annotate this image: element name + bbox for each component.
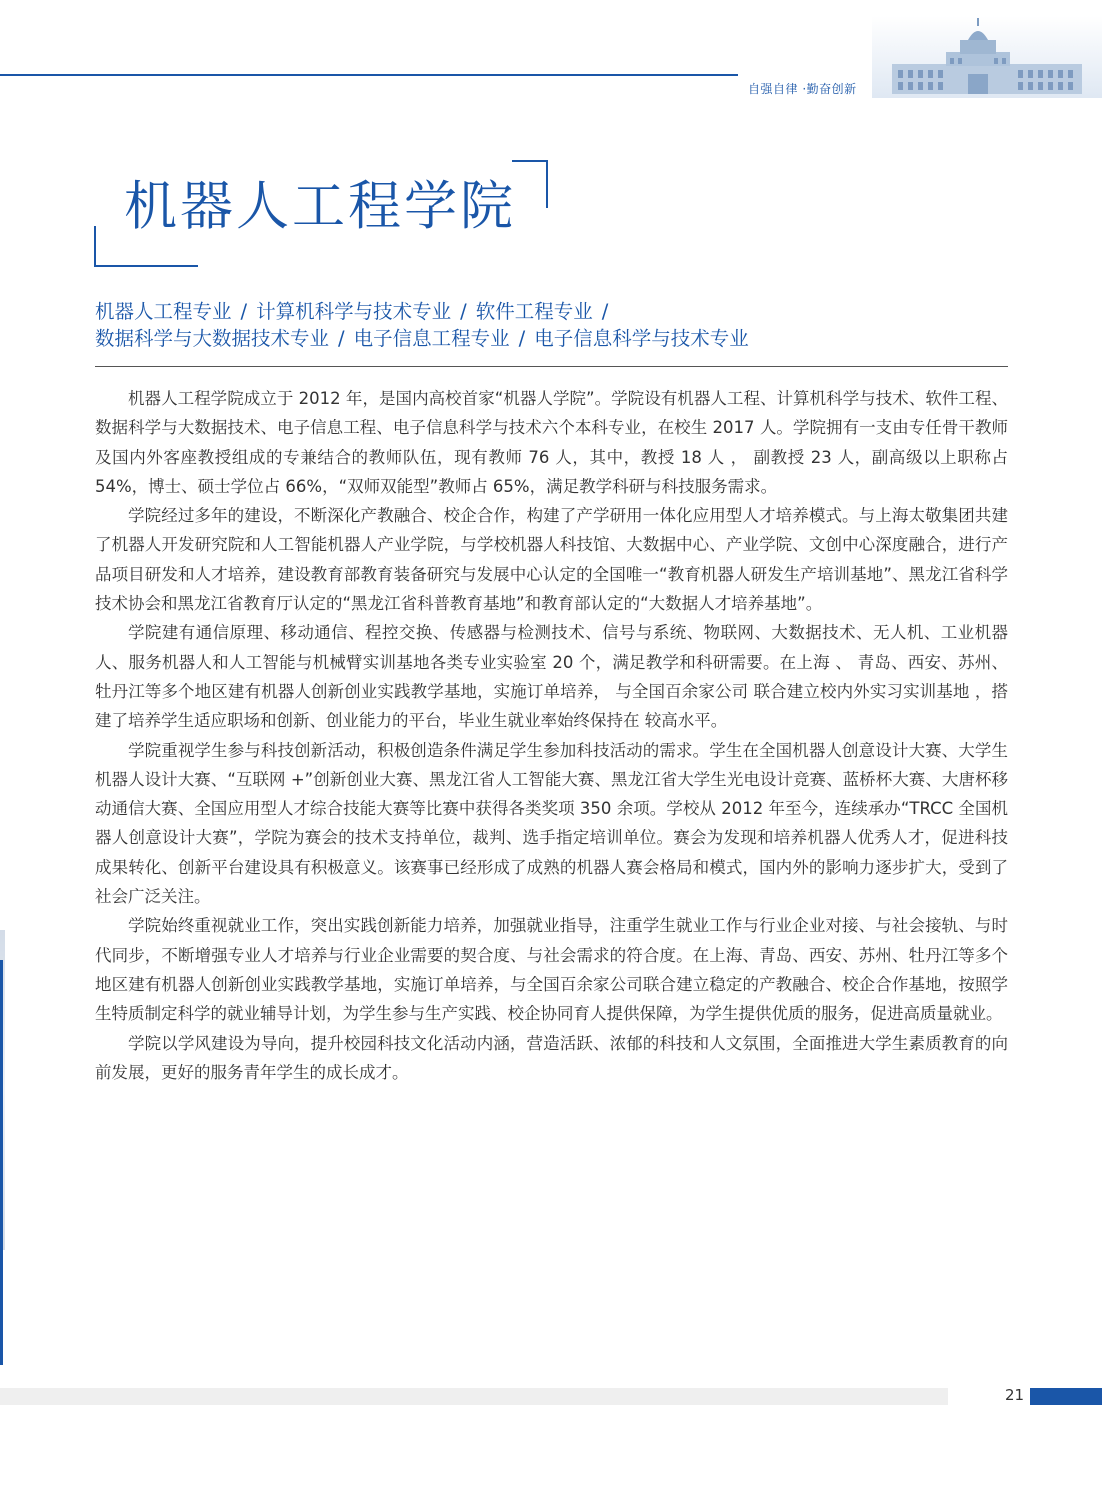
- majors-line: [95, 298, 1010, 325]
- title-frame-corner: [94, 226, 96, 267]
- major-separator: /: [460, 300, 467, 323]
- header-motto: 自强自律 ·勤奋创新: [748, 82, 857, 96]
- title-frame-corner: [94, 265, 198, 267]
- major-separator: /: [518, 327, 526, 350]
- majors-line: [95, 325, 1010, 352]
- section-divider: [95, 366, 1008, 367]
- body-paragraph: 机器人工程学院成立于 2012 年，是国内高校首家“机器人学院”。学院设有机器人工程、计算机科学与技术、软件工程、数据科学与大数据技术、电子信息工程、电子信息科学与技术六个本科专业，在校生 2017 人。学院拥有一支由专任骨干教师及国内外客座教授组成的专兼结合的教师队伍，现有教师 76 人，其中，教授 18 人 ， 副教授 23 人，副高级以上职称占 54%，博士、硕士学位占 66%，“双师双能型”教师占 65%，满足教学科研与科技服务需求。: [95, 389, 1008, 496]
- body-paragraph: 学院建有通信原理、移动通信、程控交换、传感器与检测技术、信号与系统、物联网、大数据技术、无人机、工业机器人、服务机器人和人工智能与机械臂实训基地各类专业实验室 20 个，满足教学和科研需要。在上海 、 青岛、西安、苏州、牡丹江等多个地区建有机器人创新创业实践教学基地，实施订单培养， 与全国百余家公司 联合建立校内外实习实训基地 ，搭建了培养学生适应职场和创新、创业能力的平台，毕业生就业率始终保持在 较高水平。: [95, 623, 1008, 731]
- body-paragraph: 学院重视学生参与科技创新活动，积极创造条件满足学生参加科技活动的需求。学生在全国机器人创意设计大赛、大学生机器人设计大赛、“互联网 +”创新创业大赛、黑龙江省人工智能大赛、黑龙江省大学生光电设计竞赛、蓝桥杯大赛、大唐杯移动通信大赛、全国应用型人才综合技能大赛等比赛中获得各类奖项 350 余项。学校从 2012 年至今，连续承办“TRCC 全国机器人创意设计大赛”，学院为赛会的技术支持单位，裁判、选手指定培训单位。赛会为发现和培养机器人优秀人才，促进科技成果转化、创新平台建设具有积极意义。该赛事已经形成了成熟的机器人赛会格局和模式，国内外的影响力逐步扩大，受到了社会广泛关注。: [95, 740, 1008, 907]
- page-title: 机器人工程学院: [124, 176, 516, 237]
- article-body: [95, 384, 1008, 1087]
- body-paragraph: 学院经过多年的建设，不断深化产教融合、校企合作，构建了产学研用一体化应用型人才培养模式。与上海太敬集团共建了机器人开发研究院和人工智能机器人产业学院，与学校机器人科技馆、大数据中心、产业学院、文创中心深度融合，进行产品项目研发和人才培养，建设教育部教育装备研究与发展中心认定的全国唯一“教育机器人研发生产培训基地”、黑龙江省科学技术协会和黑龙江省教育厅认定的“黑龙江省科普教育基地”和教育部认定的“大数据人才培养基地”。: [95, 506, 1008, 614]
- page-number: 21: [1005, 1386, 1025, 1404]
- title-frame-corner: [512, 160, 548, 162]
- major-item: 机器人工程专业: [95, 300, 232, 323]
- major-item: 电子信息科学与技术专业: [534, 327, 749, 350]
- major-item: 数据科学与大数据技术专业: [95, 327, 330, 350]
- footer-accent-bar: [1030, 1388, 1102, 1405]
- major-item: 计算机科学与技术专业: [256, 300, 452, 323]
- major-item: 软件工程专业: [475, 300, 593, 323]
- major-separator: /: [338, 327, 345, 350]
- major-separator: /: [240, 300, 248, 323]
- major-separator: /: [601, 300, 609, 323]
- body-paragraph: 学院以学风建设为导向，提升校园科技文化活动内涵，营造活跃、浓郁的科技和人文氛围，全面推进大学生素质教育的向前发展，更好的服务青年学生的成长成才。: [95, 1033, 1008, 1082]
- header-rule: [0, 74, 738, 76]
- body-paragraph: 学院始终重视就业工作，突出实践创新能力培养，加强就业指导，注重学生就业工作与行业企业对接、与社会接轨、与时代同步，不断增强专业人才培养与行业企业需要的契合度、与社会需求的符合度。在上海、青岛、西安、苏州、牡丹江等多个地区建有机器人创新创业实践教学基地，实施订单培养，与全国百余家公司联合建立稳定的产教融合、校企合作基地，按照学生特质制定科学的就业辅导计划，为学生参与生产实践、校企协同育人提供保障，为学生提供优质的服务，促进高质量就业。: [95, 916, 1008, 1024]
- title-frame-corner: [546, 160, 548, 208]
- campus-building-image: [872, 16, 1102, 98]
- majors-list: [95, 298, 1010, 352]
- footer-bar: [0, 1388, 948, 1405]
- major-item: 电子信息工程专业: [353, 327, 510, 350]
- left-edge-bar: [0, 960, 3, 1365]
